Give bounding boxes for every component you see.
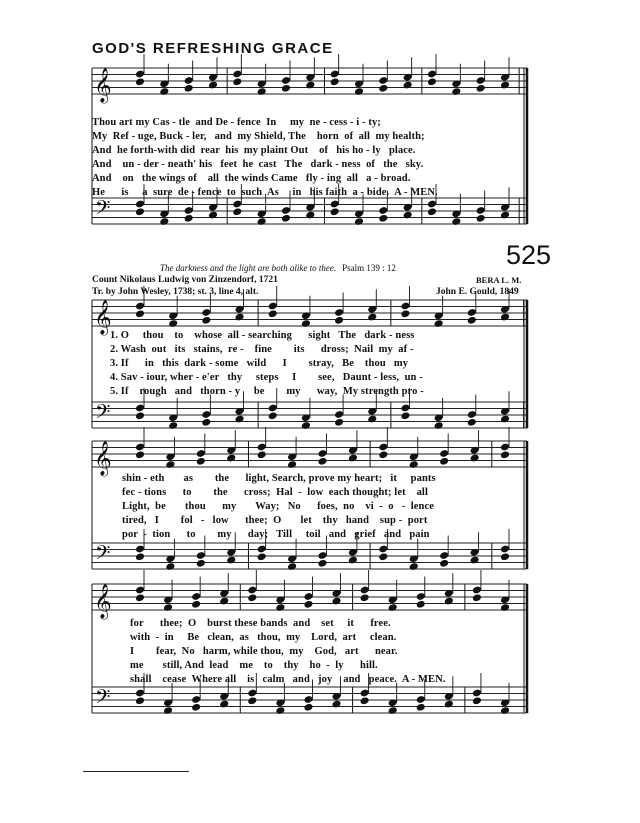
- lyric-line: He is a sure de - fence to such As in his faith a - bide. A - MEN.: [92, 187, 438, 198]
- lyric-line: And he forth-with did rear his my plaint Out of his ho - ly place.: [92, 145, 416, 156]
- svg-text:𝄢: 𝄢: [95, 685, 111, 713]
- svg-text:𝄞: 𝄞: [94, 584, 112, 619]
- svg-text:𝄢: 𝄢: [95, 541, 111, 569]
- lyric-line: 5. If rough and thorn - y be my way, My strength pro -: [110, 386, 424, 397]
- svg-text:𝄞: 𝄞: [94, 68, 112, 103]
- translator-credit: Tr. by John Wesley, 1738; st. 3, line 4, alt.: [92, 287, 259, 297]
- tune-credit: BERA L. M.: [476, 275, 522, 285]
- lyric-line: 2. Wash out its stains, re - fine its dross; Nail my af -: [110, 344, 414, 355]
- lyric-line: My Ref - uge, Buck - ler, and my Shield, The horn of all my health;: [92, 131, 425, 142]
- lyric-line: 3. If in this dark - some wild I stray, Be thou my: [110, 358, 409, 369]
- lyric-line: por - tion to my day; Till toil and grief and pain: [122, 529, 430, 540]
- page-heading: GOD'S REFRESHING GRACE: [92, 40, 334, 57]
- scripture-ref: Psalm 139 : 12: [342, 263, 396, 273]
- lyric-line: 4. Sav - iour, wher - e'er thy steps I see, Daunt - less, un -: [110, 372, 423, 383]
- lyric-line: with - in Be clean, as thou, my Lord, art clean.: [130, 632, 397, 643]
- lyric-line: tired, I fol - low thee; O let thy hand sup - port: [122, 515, 428, 526]
- svg-text:𝄞: 𝄞: [94, 441, 112, 476]
- svg-text:𝄢: 𝄢: [95, 400, 111, 428]
- scripture-line: [160, 263, 396, 273]
- lyric-line: for thee; O burst these bands and set it free.: [130, 618, 391, 629]
- lyric-line: fec - tions to the cross; Hal - low each thought; let all: [122, 487, 428, 498]
- lyric-line: me still, And lead me to thy ho - ly hill.: [130, 660, 378, 671]
- composer-credit: John E. Gould, 1849: [436, 287, 519, 297]
- svg-text:𝄞: 𝄞: [94, 300, 112, 335]
- lyric-line: And un - der - neath' his feet he cast The dark - ness of the sky.: [92, 159, 424, 170]
- lyric-line: 1. O thou to whose all - searching sight The dark - ness: [110, 330, 415, 341]
- lyric-line: Light, be thou my Way; No foes, no vi - o - lence: [122, 501, 435, 512]
- lyric-line: I fear, No harm, while thou, my God, art near.: [130, 646, 398, 657]
- svg-text:𝄢: 𝄢: [95, 196, 111, 224]
- footer-rule: [83, 771, 189, 772]
- lyric-line: Thou art my Cas - tle and De - fence In my ne - cess - i - ty;: [92, 117, 381, 128]
- scripture-text: The darkness and the light are both alike to thee.: [160, 263, 337, 273]
- lyric-line: And on the wings of all the winds Came fly - ing all a - broad.: [92, 173, 411, 184]
- author-credit: Count Nikolaus Ludwig von Zinzendorf, 1721: [92, 275, 278, 285]
- lyric-line: shall cease Where all is calm and joy and peace. A - MEN.: [130, 674, 446, 685]
- hymn-number: 525: [506, 240, 552, 270]
- lyric-line: shin - eth as the light, Search, prove my heart; it pants: [122, 473, 436, 484]
